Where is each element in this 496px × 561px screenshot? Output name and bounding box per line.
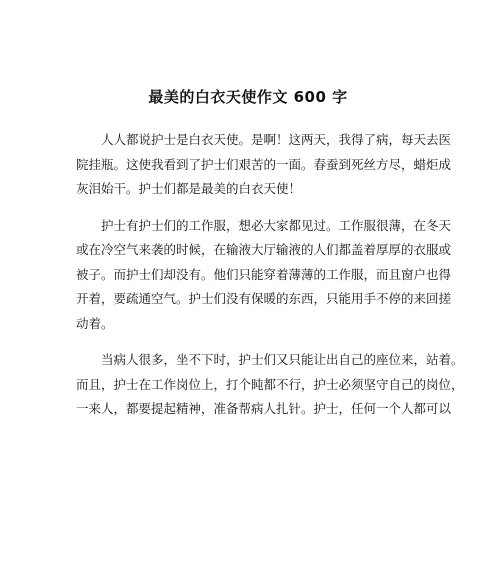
- text-line: 当病人很多，坐不下时，护士们又只能让出自己的座位来，站着。: [101, 352, 464, 367]
- text-line: 人人都说护士是白衣天使。是啊！这两天，我得了病，每天去医: [101, 132, 452, 147]
- text-line: 护士有护士们的工作服，想必大家都见过。工作服很薄，在冬天: [101, 217, 452, 233]
- paragraph-1: [76, 128, 452, 202]
- text-line: 灰泪始干。护士们都是最美的白衣天使！: [76, 181, 302, 196]
- text-line: 动着。: [76, 315, 114, 331]
- text-line: 院挂瓶。这使我看到了护士们艰苦的一面。春蚕到死丝方尽，蜡炬成: [76, 156, 452, 172]
- paragraph-2: [76, 214, 452, 337]
- text-line: 而且，护士在工作岗位上，打个盹都不行，护士必须坚守自己的岗位，: [76, 376, 464, 392]
- text-line: 或在冷空气来袭的时候，在输液大厅输液的人们都盖着厚厚的衣服或: [76, 242, 452, 257]
- text-line: 开着，要疏通空气。护士们没有保暖的东西，只能用手不停的来回搓: [76, 291, 452, 306]
- text-line: 被子。而护士们却没有。他们只能穿着薄薄的工作服，而且窗户也得: [76, 266, 452, 282]
- paragraph-3: [76, 348, 464, 422]
- document-title: 最美的白衣天使作文 600 字: [148, 88, 348, 106]
- text-line: 一来人，都要提起精神，准备帮病人扎针。护士，任何一个人都可以: [76, 401, 452, 416]
- document-body: [76, 128, 464, 422]
